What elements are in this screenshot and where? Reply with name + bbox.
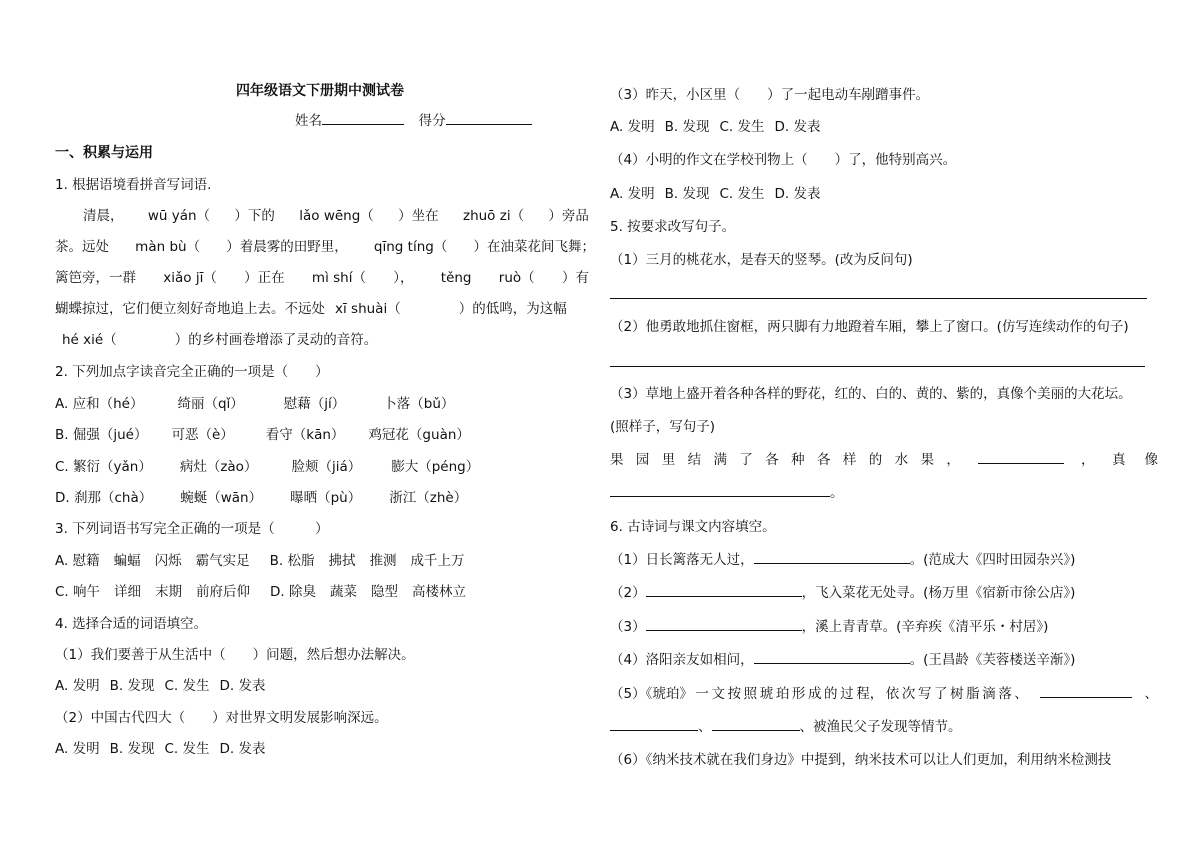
q2-stem: 2. 下列加点字读音完全正确的一项是（ ）: [55, 364, 329, 380]
name-label: 姓名: [295, 113, 322, 129]
q4-options-1: A. 发明 B. 发现 C. 发生 D. 发表: [55, 678, 266, 694]
q5-example-line-2: 。: [610, 484, 844, 502]
q5-answer-line-1[interactable]: [610, 298, 1147, 299]
student-info: [295, 112, 532, 130]
q6-blank-6[interactable]: [610, 718, 698, 731]
name-blank[interactable]: [322, 112, 404, 125]
q6-line-4: （4）洛阳亲友如相问， 。(王昌龄《芙蓉楼送辛渐》): [610, 652, 1076, 668]
q1-line-4: 蝴蝶掠过，它们便立刻好奇地追上去。不远处 xī shuài（ ）的低鸣，为这幅: [55, 301, 567, 317]
q1-line-5: hé xié（ ）的乡村画卷增添了灵动的音符。: [62, 332, 378, 348]
q3-options-ab: A. 慰籍 蝙蝠 闪烁 霸气实足 B. 松脂 拂拭 推测 成千上万: [55, 553, 465, 569]
q2-option-a: A. 应和（hé） 绮丽（qǐ） 慰藉（jí） 卜落（bǔ）: [55, 396, 455, 412]
q6-stem: 6. 古诗词与课文内容填空。: [610, 519, 776, 535]
q1-line-1: 清晨， wū yán（ ）下的 lǎo wēng（ ）坐在 zhuō zi（ ）旁品: [83, 208, 589, 224]
q5-stem: 5. 按要求改写句子。: [610, 219, 736, 235]
q6-blank-5[interactable]: [1040, 685, 1132, 698]
section-heading: 一、积累与运用: [55, 145, 153, 161]
q6-blank-4[interactable]: [754, 651, 910, 664]
q6-line-1: （1）日长篱落无人过， 。(范成大《四时田园杂兴》): [610, 552, 1076, 568]
score-blank[interactable]: [446, 112, 532, 125]
q3-options-cd: C. 响午 详细 末期 前府后仰 D. 除臭 蔬菜 隐型 高楼林立: [55, 584, 466, 600]
q4-options-3: A. 发明 B. 发现 C. 发生 D. 发表: [610, 119, 821, 135]
q4-sentence-4: （4）小明的作文在学校刊物上（ ）了，他特别高兴。: [610, 152, 957, 168]
q5-blank-2[interactable]: [610, 484, 830, 497]
q5-sentence-3: （3）草地上盛开着各种各样的野花，红的、白的、黄的、紫的，真像个美丽的大花坛。: [610, 386, 1132, 402]
q1-line-2: 茶。远处 màn bù（ ）着晨雾的田野里， qīng tíng（ ）在油菜花间飞舞；: [55, 239, 595, 255]
q6-blank-3[interactable]: [646, 618, 802, 631]
q6-line-2: （2） ，飞入菜花无处寻。(杨万里《宿新市徐公店》): [610, 585, 1076, 601]
q6-line-5b: 、 、被渔民父子发现等情节。: [610, 718, 962, 736]
q1-line-3: 篱笆旁，一群 xiǎo jī（ ）正在 mì shí（ ）， těng ruò（ ）有: [55, 270, 589, 286]
score-label: 得分: [418, 113, 446, 129]
q6-blank-2[interactable]: [646, 584, 802, 597]
q5-sentence-1: （1）三月的桃花水，是春天的竖琴。(改为反问句): [610, 252, 913, 268]
q6-line-6: （6）《纳米技术就在我们身边》中提到，纳米技术可以让人们更加，利用纳米检测技: [610, 752, 1112, 768]
q4-sentence-1: （1）我们要善于从生活中（ ）问题，然后想办法解决。: [55, 647, 415, 663]
q6-line-3: （3） ，溪上青青草。(辛弃疾《清平乐・村居》): [610, 619, 1049, 635]
q4-options-2: A. 发明 B. 发现 C. 发生 D. 发表: [55, 741, 266, 757]
q2-option-d: D. 刹那（chà） 蜿蜒（wān） 曝晒（pù） 浙江（zhè）: [55, 490, 468, 506]
q6-blank-1[interactable]: [754, 551, 910, 564]
q5-sentence-2: （2）他勇敢地抓住窗框，两只脚有力地蹬着车厢，攀上了窗口。(仿写连续动作的句子): [610, 319, 1129, 335]
q5-blank-1[interactable]: [978, 451, 1064, 464]
q2-option-b: B. 倔强（jué） 可恶（è） 看守（kān） 鸡冠花（guàn）: [55, 427, 470, 443]
q4-stem: 4. 选择合适的词语填空。: [55, 616, 208, 632]
q2-option-c: C. 繁衍（yǎn） 病灶（zào） 脸颊（jiá） 膨大（péng）: [55, 459, 480, 475]
q4-options-4: A. 发明 B. 发现 C. 发生 D. 发表: [610, 186, 821, 202]
q6-line-5: （5）《琥珀》 一 文 按 照 琥 珀 形 成 的 过 程， 依 次 写 了 树 脂 滴 落 、 、: [610, 686, 1158, 702]
q1-stem: 1. 根据语境看拼音写词语.: [55, 177, 212, 193]
q4-sentence-2: （2）中国古代四大（ ）对世界文明发展影响深远。: [55, 710, 388, 726]
q4-sentence-3: （3）昨天，小区里（ ）了一起电动车剐蹭事件。: [610, 87, 930, 103]
q5-example-line: 果 园 里 结 满 了 各 种 各 样 的 水 果 ， ， 真 像: [610, 452, 1158, 468]
q6-blank-7[interactable]: [712, 718, 800, 731]
q5-instruction: (照样子，写句子): [610, 419, 716, 435]
q3-stem: 3. 下列词语书写完全正确的一项是（ ）: [55, 521, 329, 537]
q5-answer-line-2[interactable]: [610, 366, 1145, 367]
page-title: 四年级语文下册期中测试卷: [236, 83, 404, 99]
